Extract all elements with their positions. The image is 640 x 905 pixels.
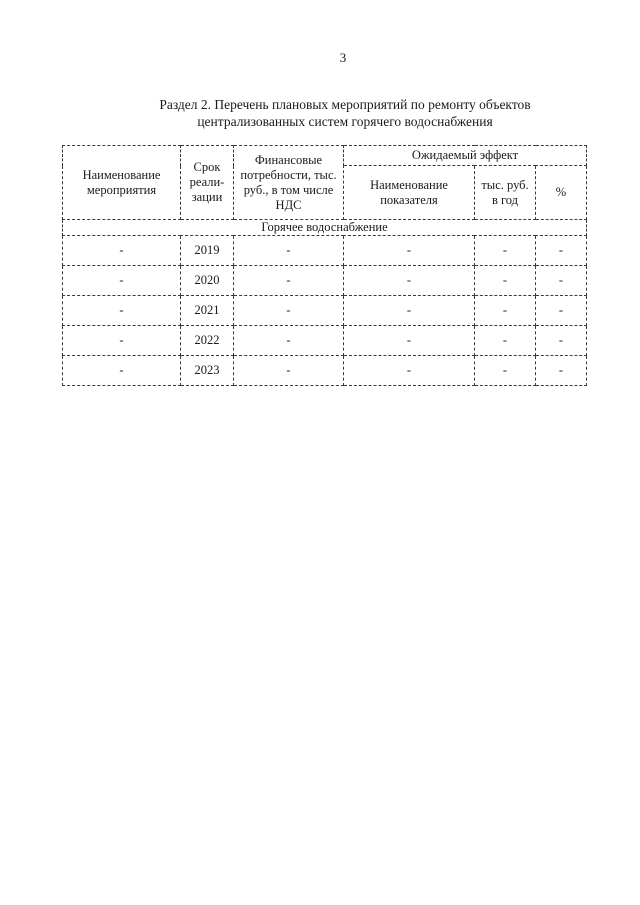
section-title <box>100 96 590 130</box>
cell-thousand-rub: - <box>475 236 536 266</box>
cell-finance: - <box>234 266 344 296</box>
header-period: Срок реали-зации <box>181 146 234 220</box>
cell-year: 2021 <box>181 296 234 326</box>
header-thousand-rub: тыс. руб. в год <box>475 166 536 220</box>
cell-year: 2022 <box>181 326 234 356</box>
cell-percent: - <box>536 356 587 386</box>
cell-year: 2020 <box>181 266 234 296</box>
cell-percent: - <box>536 326 587 356</box>
cell-indicator: - <box>344 266 475 296</box>
cell-percent: - <box>536 296 587 326</box>
header-finance: Финансовые потребности, тыс. руб., в том числе НДС <box>234 146 344 220</box>
cell-event-name: - <box>63 236 181 266</box>
cell-year: 2019 <box>181 236 234 266</box>
table-row <box>63 236 587 266</box>
cell-indicator: - <box>344 356 475 386</box>
section-title-line-2: централизованных систем горячего водоснабжения <box>197 114 493 129</box>
table-row <box>63 356 587 386</box>
cell-finance: - <box>234 326 344 356</box>
cell-finance: - <box>234 236 344 266</box>
header-indicator-name: Наименование показателя <box>344 166 475 220</box>
header-event-name: Наименование мероприятия <box>63 146 181 220</box>
cell-indicator: - <box>344 326 475 356</box>
header-expected-effect: Ожидаемый эффект <box>344 146 587 166</box>
cell-event-name: - <box>63 296 181 326</box>
group-label: Горячее водоснабжение <box>63 220 587 236</box>
section-title-line-1: Раздел 2. Перечень плановых мероприятий по ремонту объектов <box>159 97 531 112</box>
table-row <box>63 266 587 296</box>
cell-event-name: - <box>63 326 181 356</box>
events-table <box>62 145 587 386</box>
cell-indicator: - <box>344 296 475 326</box>
cell-thousand-rub: - <box>475 356 536 386</box>
cell-finance: - <box>234 356 344 386</box>
header-percent: % <box>536 166 587 220</box>
group-row <box>63 220 587 236</box>
cell-percent: - <box>536 266 587 296</box>
cell-thousand-rub: - <box>475 296 536 326</box>
table-row <box>63 296 587 326</box>
cell-event-name: - <box>63 356 181 386</box>
cell-indicator: - <box>344 236 475 266</box>
table-row <box>63 326 587 356</box>
cell-year: 2023 <box>181 356 234 386</box>
cell-event-name: - <box>63 266 181 296</box>
cell-thousand-rub: - <box>475 266 536 296</box>
cell-thousand-rub: - <box>475 326 536 356</box>
page-number: 3 <box>339 50 347 65</box>
cell-finance: - <box>234 296 344 326</box>
cell-percent: - <box>536 236 587 266</box>
